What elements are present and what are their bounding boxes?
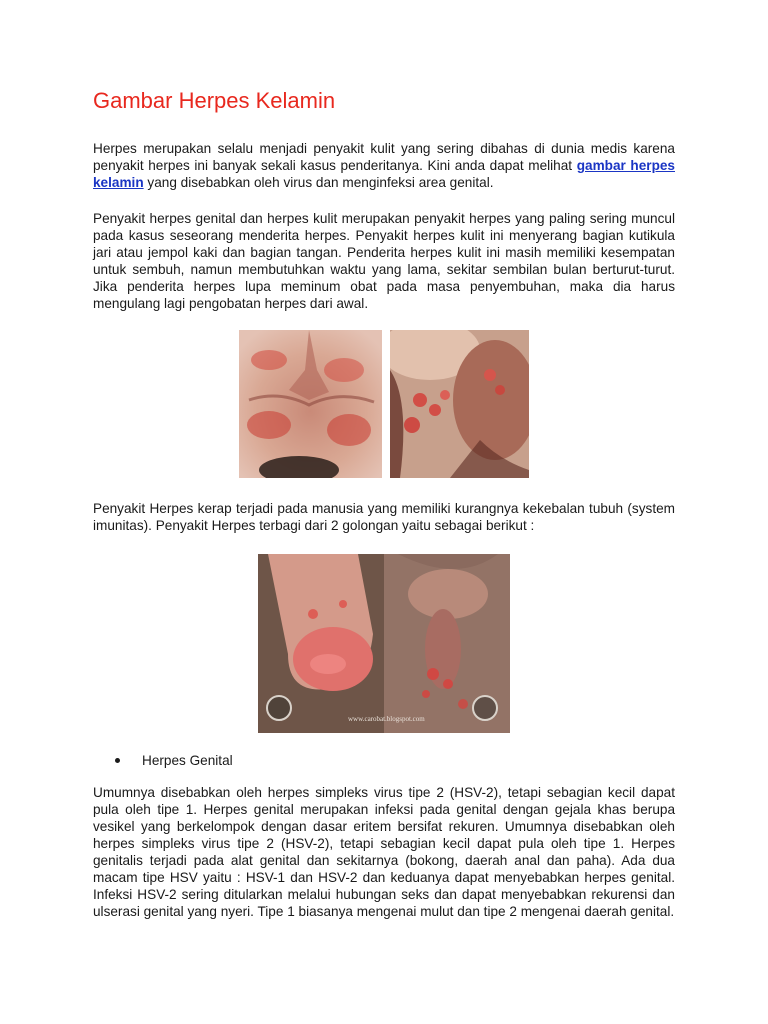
page-title: Gambar Herpes Kelamin: [93, 88, 336, 113]
bullet-icon: [115, 758, 120, 763]
intro-text-before: Herpes merupakan selalu menjadi penyakit kulit yang sering dibahas di dunia medis karena penyakit herpes ini banyak sekali kasus penderitanya. Kini anda dapat melihat: [93, 141, 675, 173]
intro-text-after: yang disebabkan oleh virus dan menginfeksi area genital.: [143, 175, 494, 190]
paragraph-herpes-genital: Umumnya disebabkan oleh herpes simpleks virus tipe 2 (HSV-2), tetapi sebagian kecil dapat pula oleh tipe 1. Herpes genital merupakan infeksi pada genital dengan gejala khas berupa vesikel yang berkelompok dengan dasar eritem bersifat rekuren. Umumnya disebabkan oleh herpes simpleks virus tipe 2 (HSV-2), tetapi sebagian kecil dapat pula oleh tipe 1. Herpes genitalis terjadi pada alat genital dan sekitarnya (bokong, daerah anal dan paha). Ada dua macam tipe HSV yaitu : HSV-1 dan HSV-2 dan keduanya dapat menyebabkan herpes genital. Infeksi HSV-2 sering ditularkan melalui hubungan seks dan dapat menyebabkan rekurensi dan ulserasi genital yang nyeri. Tipe 1 biasanya mengenai mulut dan tipe 2 mengenai daerah genital.: [93, 785, 675, 919]
clinical-photo-2: [390, 330, 529, 478]
bullet-item-label: Herpes Genital: [142, 753, 233, 768]
photo-row-1: [93, 330, 675, 478]
bullet-list-item: [115, 753, 675, 768]
document-page: [93, 86, 675, 920]
paragraph-herpes-kulit: Penyakit herpes genital dan herpes kulit merupakan penyakit herpes yang paling sering muncul pada kasus seseorang menderita herpes. Penyakit herpes kulit ini menyerang bagian kutikula jari atau jempol kaki dan bagian tangan. Penderita herpes kulit ini masih memiliki kesempatan untuk sembuh, namun membutuhkan waktu yang lama, sekitar sembilan bulan berturut-turut. Jika penderita herpes lupa meminum obat pada masa penyembuhan, maka dia harus mengulang lagi pengobatan herpes dari awal.: [93, 211, 675, 311]
seal-left-icon: [266, 695, 292, 721]
herpes-kelamin-link[interactable]: gambar herpes kelamin: [93, 158, 675, 190]
seal-right-icon: [472, 695, 498, 721]
paragraph-golongan: Penyakit Herpes kerap terjadi pada manusia yang memiliki kurangnya kekebalan tubuh (system imunitas). Penyakit Herpes terbagi dari 2 golongan yaitu sebagai berikut :: [93, 501, 675, 533]
photo-row-2: [93, 554, 675, 733]
image-watermark: www.carobat.blogspot.com: [348, 715, 425, 723]
clinical-photo-3: [258, 554, 510, 733]
clinical-photo-1: [239, 330, 382, 478]
intro-paragraph: [93, 140, 675, 191]
